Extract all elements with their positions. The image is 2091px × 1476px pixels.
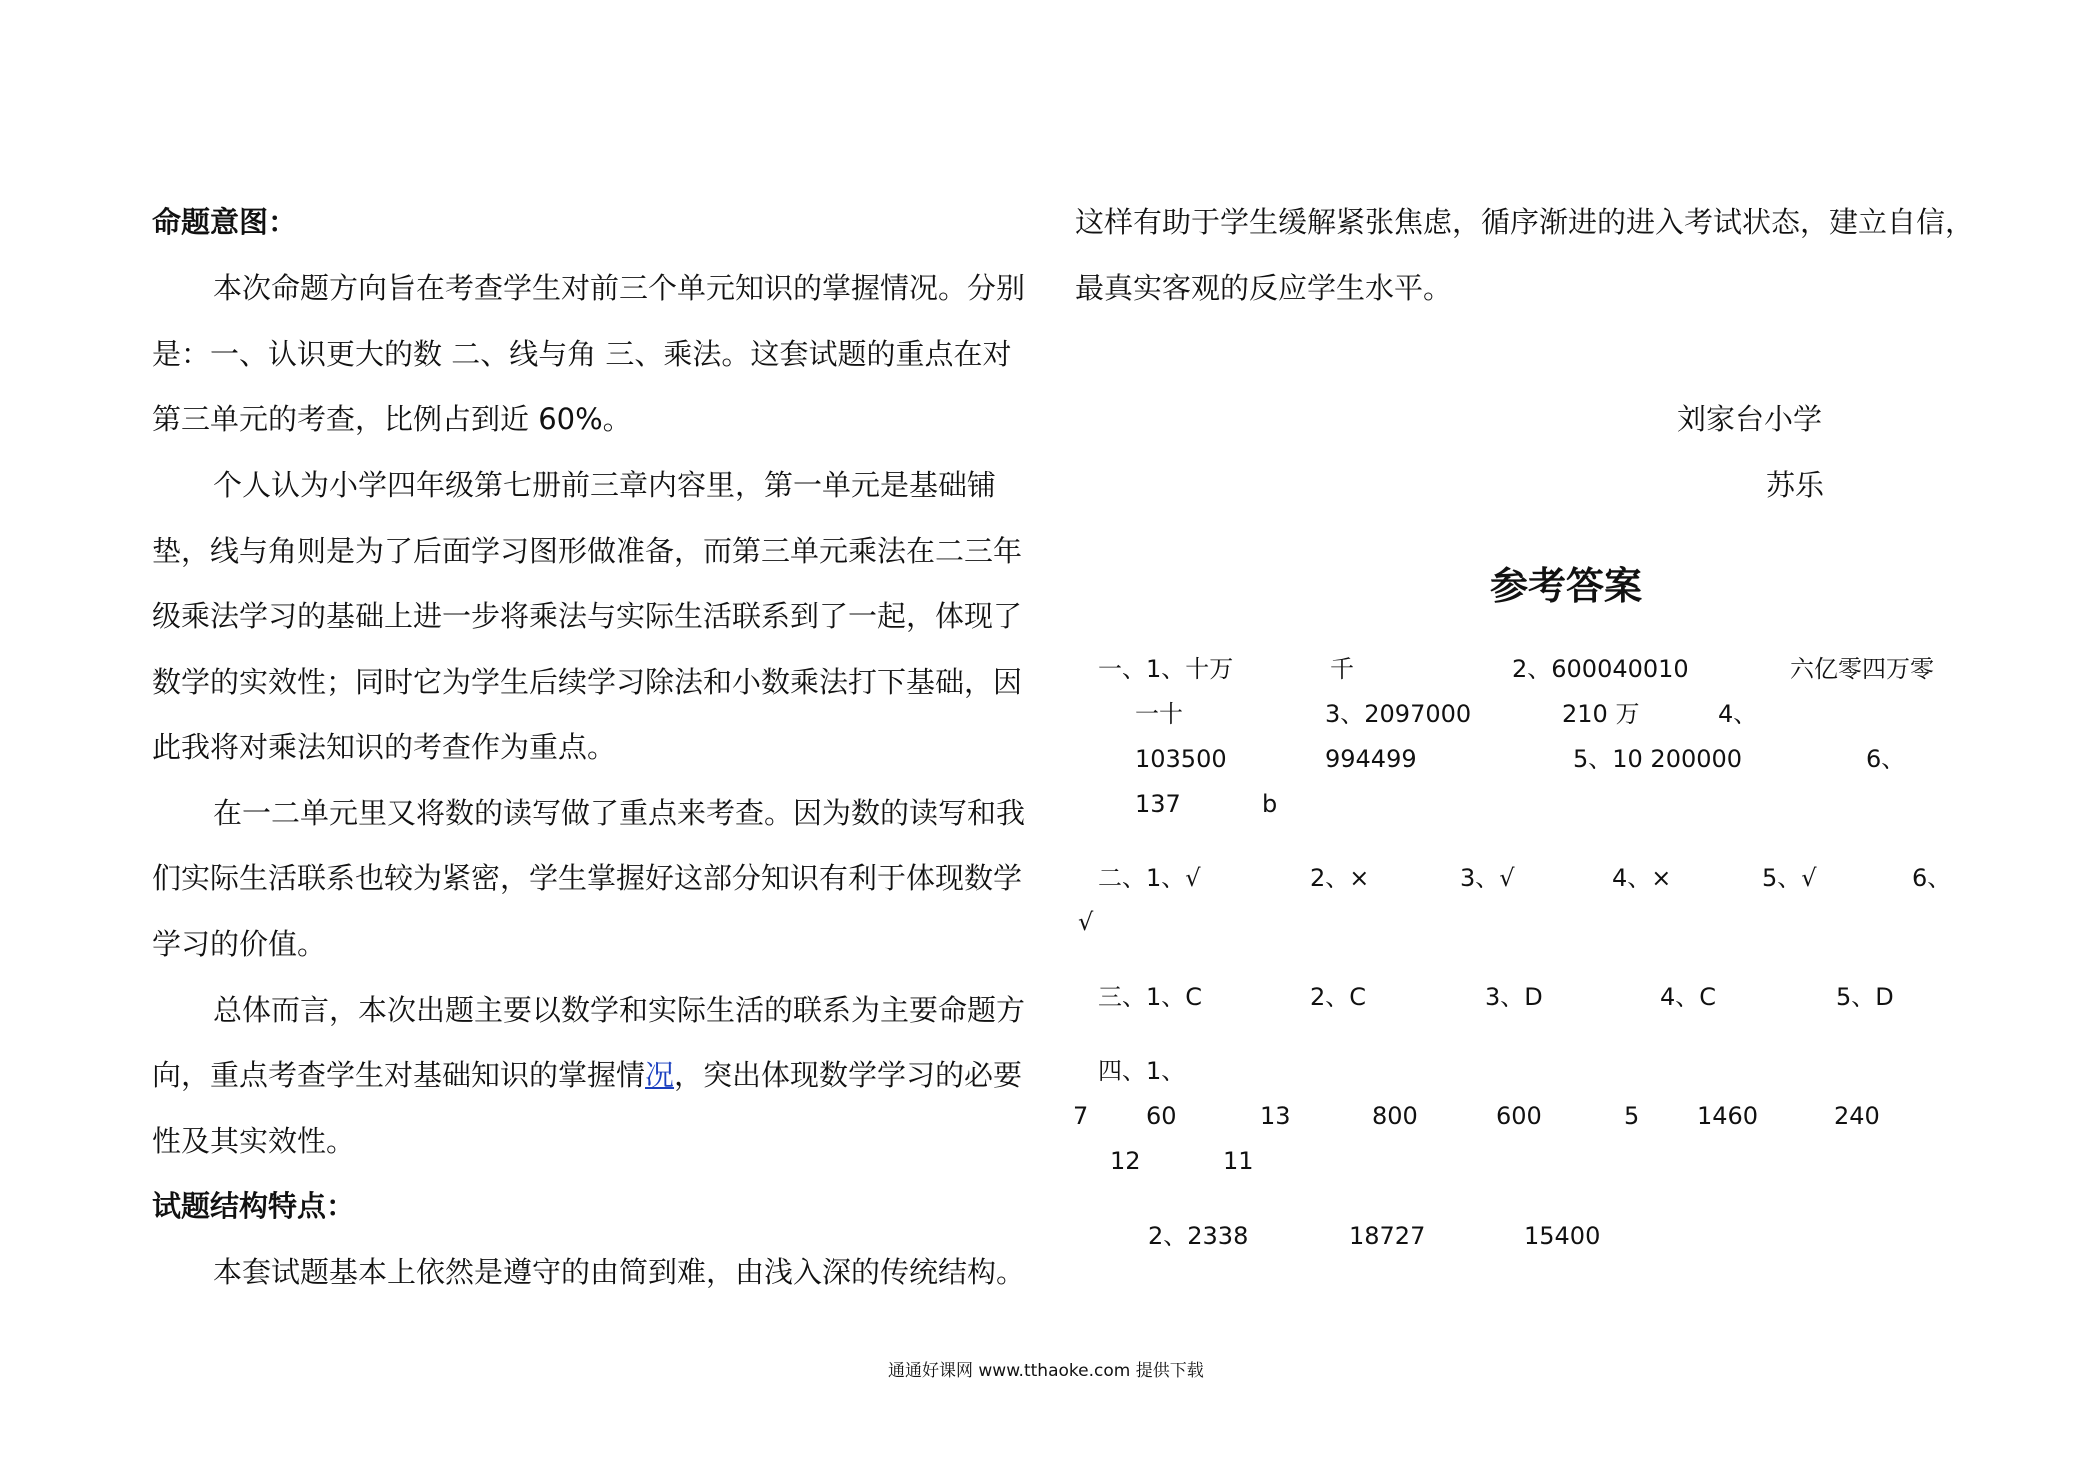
paragraph-line [152, 1055, 1022, 1095]
answer-item: 千 [1330, 655, 1354, 683]
heading-structure: 试题结构特点： [152, 1189, 356, 1223]
answer-item: 2、C [1310, 983, 1367, 1011]
school-name: 刘家台小学 [1677, 402, 1823, 436]
author-name: 苏乐 [1766, 468, 1825, 502]
paragraph-line: 这样有助于学生缓解紧张焦虑，循序渐进的进入考试状态，建立自信， [1075, 205, 1975, 239]
paragraph-text: 向，重点考查学生对基础知识的掌握情 [152, 1058, 646, 1092]
hyperlink-text[interactable]: 况 [645, 1058, 675, 1092]
answer-item: 994499 [1325, 745, 1417, 773]
footer-note: 通通好课网 www.tthaoke.com 提供下载 [888, 1361, 1204, 1381]
answer-item: 600 [1496, 1102, 1542, 1130]
answer-item: 六亿零四万零 [1790, 655, 1934, 683]
answer-item: 2、600040010 [1512, 655, 1689, 683]
paragraph-line: 是：一、认识更大的数 二、线与角 三、乘法。这套试题的重点在对 [152, 337, 1012, 371]
answer-item: 18727 [1349, 1222, 1426, 1250]
paragraph-text: ，突出体现数学学习的必要 [674, 1058, 1023, 1092]
paragraph-line: 在一二单元里又将数的读写做了重点来考查。因为数的读写和我 [213, 796, 1026, 830]
answer-item: 三、1、C [1098, 983, 1203, 1011]
answer-item: 3、√ [1460, 864, 1515, 892]
paragraph-line: 数学的实效性；同时它为学生后续学习除法和小数乘法打下基础，因 [152, 665, 1023, 699]
answer-item: 2、2338 [1148, 1222, 1249, 1250]
answer-item: 6、 [1912, 864, 1952, 892]
heading-intent: 命题意图： [152, 205, 298, 239]
paragraph-line: 级乘法学习的基础上进一步将乘法与实际生活联系到了一起，体现了 [152, 599, 1023, 633]
answer-item: 4、C [1660, 983, 1717, 1011]
answer-item: 4、 [1718, 700, 1758, 728]
answer-item: 240 [1834, 1102, 1880, 1130]
paragraph-line: 学习的价值。 [152, 927, 327, 961]
answer-item: 11 [1223, 1147, 1254, 1175]
answers-title: 参考答案 [1490, 564, 1643, 608]
paragraph-line: 本套试题基本上依然是遵守的由简到难，由浅入深的传统结构。 [213, 1255, 1026, 1289]
answer-item: 2、× [1310, 864, 1370, 892]
answer-item: 15400 [1524, 1222, 1601, 1250]
paragraph-line: 们实际生活联系也较为紧密，学生掌握好这部分知识有利于体现数学 [152, 861, 1023, 895]
answer-item: 60 [1146, 1102, 1177, 1130]
answer-item: 5 [1624, 1102, 1640, 1130]
answer-item: 6、 [1866, 745, 1906, 773]
answer-item: 3、2097000 [1325, 700, 1472, 728]
paragraph-line: 最真实客观的反应学生水平。 [1075, 271, 1453, 305]
answer-item: 3、D [1485, 983, 1543, 1011]
answer-item: 103500 [1135, 745, 1227, 773]
answer-item: 4、× [1612, 864, 1672, 892]
answer-item: 12 [1110, 1147, 1141, 1175]
answer-item: 5、D [1836, 983, 1894, 1011]
paragraph-line: 个人认为小学四年级第七册前三章内容里，第一单元是基础铺 [213, 468, 997, 502]
paragraph-line: 此我将对乘法知识的考查作为重点。 [152, 730, 617, 764]
answer-item: 5、10 200000 [1573, 745, 1743, 773]
paragraph-line: 本次命题方向旨在考查学生对前三个单元知识的掌握情况。分别 [213, 271, 1026, 305]
answer-item: 210 万 [1562, 700, 1640, 728]
answer-item: 13 [1260, 1102, 1291, 1130]
answer-item: 一、1、十万 [1098, 655, 1234, 683]
answer-item: √ [1078, 908, 1094, 936]
answer-item: 四、1、 [1098, 1057, 1186, 1085]
answer-item: 800 [1372, 1102, 1418, 1130]
answer-item: 137 [1135, 790, 1181, 818]
answer-item: b [1262, 790, 1278, 818]
answer-item: 一十 [1135, 700, 1183, 728]
paragraph-line: 第三单元的考查，比例占到近 60%。 [152, 402, 632, 436]
paragraph-line: 总体而言，本次出题主要以数学和实际生活的联系为主要命题方 [213, 993, 1026, 1027]
answer-item: 7 [1073, 1102, 1089, 1130]
answer-item: 二、1、√ [1098, 864, 1201, 892]
paragraph-line: 垫，线与角则是为了后面学习图形做准备，而第三单元乘法在二三年 [152, 534, 1023, 568]
answer-item: 1460 [1697, 1102, 1759, 1130]
paragraph-line: 性及其实效性。 [152, 1124, 356, 1158]
answer-item: 5、√ [1762, 864, 1817, 892]
